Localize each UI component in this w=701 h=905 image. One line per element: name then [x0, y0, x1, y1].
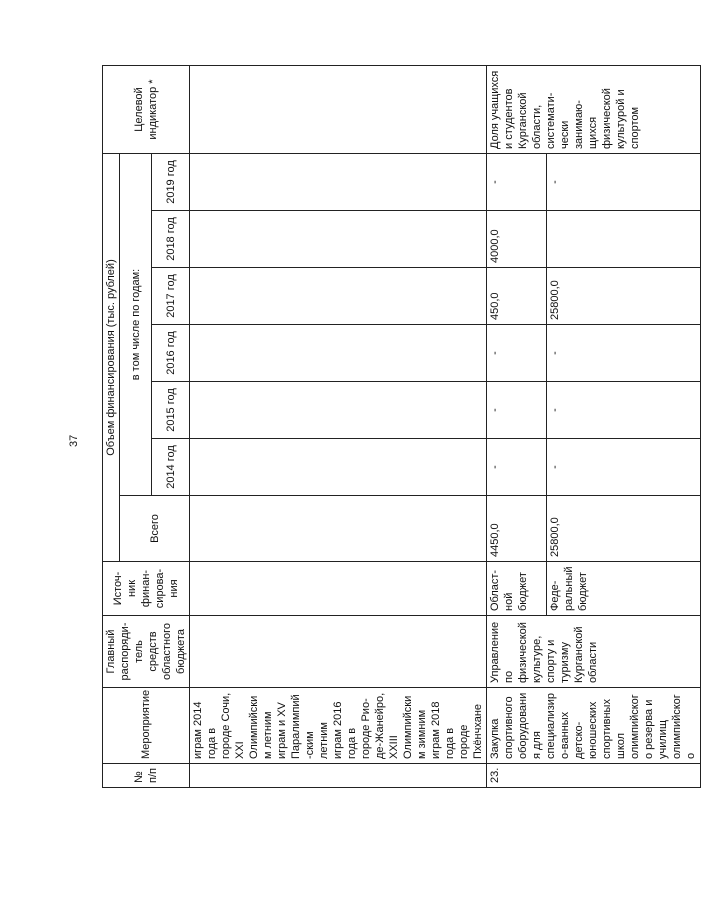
table-row	[190, 66, 487, 788]
cell-source: Област-ной бюджет	[487, 562, 547, 616]
header-num: № п/п	[103, 764, 190, 788]
cell-2017: 25800,0	[547, 268, 701, 325]
page-number: 37	[68, 434, 80, 447]
cell-num	[190, 764, 487, 788]
header-year-2015: 2015 год	[152, 382, 190, 439]
header-year-2018: 2018 год	[152, 211, 190, 268]
cell-manager	[190, 616, 487, 688]
cell-2018: 4000,0	[487, 211, 547, 268]
cell-2017	[190, 268, 487, 325]
cell-2019: -	[547, 154, 701, 211]
cell-2017: 450,0	[487, 268, 547, 325]
cell-event-continuation: играм 2014 года в городе Сочи, XXI Олимпийским летним играм и XV Паралимпий-ским летним играм 2016 года в городе Рио-де-Жанейро, XXIII Олимпийским зимним играм 2018 года в городе Пхёнчхане	[190, 688, 487, 764]
financing-table	[102, 65, 701, 788]
cell-2019: -	[487, 154, 547, 211]
cell-2016	[190, 325, 487, 382]
cell-2016: -	[547, 325, 701, 382]
cell-2018	[190, 211, 487, 268]
cell-total: 4450,0	[487, 496, 547, 562]
header-volume: Объем финансирования (тыс. рублей)	[103, 154, 120, 562]
cell-2018	[547, 211, 701, 268]
cell-source	[190, 562, 487, 616]
header-source: Источ-ник финан-сирова-ния	[103, 562, 190, 616]
header-indicator: Целевой индикатор *	[103, 66, 190, 154]
cell-2014: -	[547, 439, 701, 496]
header-year-2014: 2014 год	[152, 439, 190, 496]
cell-2015	[190, 382, 487, 439]
cell-num: 23.	[487, 764, 701, 788]
header-year-2016: 2016 год	[152, 325, 190, 382]
cell-2015: -	[547, 382, 701, 439]
header-total: Всего	[120, 496, 190, 562]
cell-2014: -	[487, 439, 547, 496]
cell-2014	[190, 439, 487, 496]
header-manager: Главный распоряди-тель средств областного бюджета	[103, 616, 190, 688]
cell-manager: Управление по физической культуре, спорту и туризму Курганской области	[487, 616, 701, 688]
header-by-years: в том числе по годам:	[120, 154, 152, 496]
table-row	[487, 66, 547, 788]
rotated-table-container	[102, 66, 697, 788]
header-event: Мероприятие	[103, 688, 190, 764]
cell-total	[190, 496, 487, 562]
cell-total: 25800,0	[547, 496, 701, 562]
header-year-2017: 2017 год	[152, 268, 190, 325]
cell-2016: -	[487, 325, 547, 382]
cell-indicator	[190, 66, 487, 154]
cell-2019	[190, 154, 487, 211]
cell-source: Феде-ральный бюджет	[547, 562, 701, 616]
header-year-2019: 2019 год	[152, 154, 190, 211]
cell-2015: -	[487, 382, 547, 439]
cell-event: Закупка спортивного оборудования для специализиро-ванных детско-юношеских спортивных школ олимпийского резерва и училищ олимпийского	[487, 688, 701, 764]
cell-indicator: Доля учащихся и студентов Курганской области, системати-чески занимаю-щихся физической культурой и спортом	[487, 66, 701, 154]
